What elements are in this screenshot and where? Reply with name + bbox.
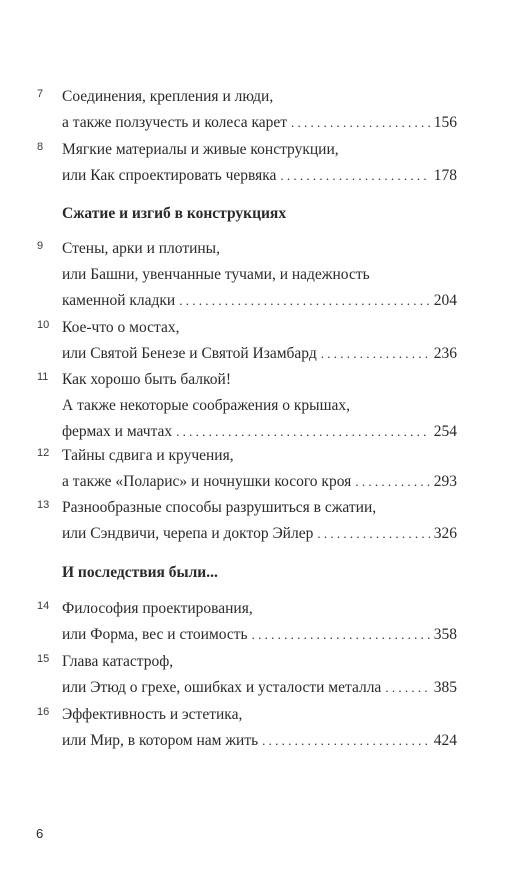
chapter-title-line: Разнообразные способы разрушиться в сжатии,: [62, 499, 377, 516]
dot-leader: [176, 419, 430, 445]
chapter-number: 12: [37, 447, 50, 459]
page-number: 236: [433, 345, 457, 362]
chapter-title-line: Философия проектирования,: [62, 600, 253, 617]
dot-leader: [291, 110, 430, 136]
chapter-title-line: а также «Поларис» и ночнушки косого кроя: [62, 473, 352, 490]
chapter-title-line: или Мир, в котором нам жить: [62, 732, 259, 749]
chapter-title-line: Эффективность и эстетика,: [62, 706, 243, 723]
page-number: 204: [433, 292, 457, 309]
chapter-title-line: или Форма, вес и стоимость: [62, 626, 248, 643]
page-number: 293: [433, 473, 457, 490]
chapter-number: 14: [37, 600, 50, 612]
page-number: 326: [433, 525, 457, 542]
chapter-title-line: Глава катастроф,: [62, 653, 174, 670]
chapter-number: 8: [37, 141, 44, 153]
section-heading: Сжатие и изгиб в конструкциях: [62, 205, 287, 222]
page-number: 424: [433, 732, 457, 749]
folio-page-number: 6: [36, 826, 44, 841]
chapter-title-line: Тайны сдвига и кручения,: [62, 447, 234, 464]
chapter-title-line: фермах и мачтах: [62, 423, 173, 440]
dot-leader: [252, 622, 430, 648]
chapter-title-line: Кое-что о мостах,: [62, 319, 180, 336]
chapter-number: 7: [37, 88, 44, 100]
chapter-title-line: или Этюд о грехе, ошибках и усталости металла: [62, 679, 382, 696]
page-number: 358: [433, 626, 457, 643]
dot-leader: [385, 675, 429, 701]
dot-leader: [317, 521, 429, 547]
dot-leader: [280, 163, 429, 189]
page-number: 385: [433, 679, 457, 696]
page-number: 156: [433, 114, 457, 131]
dot-leader: [321, 341, 430, 367]
dot-leader: [262, 728, 430, 754]
dot-leader: [355, 469, 429, 495]
chapter-title-line: или Святой Бенезе и Святой Изамбард: [62, 345, 317, 362]
section-heading: И последствия были...: [62, 564, 218, 581]
chapter-title-line: или Башни, увенчанные тучами, и надежность: [62, 266, 370, 283]
page-number: 254: [433, 423, 457, 440]
chapter-number: 10: [37, 319, 50, 331]
chapter-title-line: или Как спроектировать червяка: [62, 167, 277, 184]
chapter-title-line: Мягкие материалы и живые конструкции,: [62, 141, 339, 158]
chapter-number: 15: [37, 653, 50, 665]
chapter-title-line: А также некоторые соображения о крышах,: [62, 397, 351, 414]
dot-leader: [179, 288, 430, 314]
chapter-number: 9: [37, 240, 44, 252]
chapter-number: 11: [37, 371, 49, 383]
chapter-title-line: каменной кладки: [62, 292, 176, 309]
chapter-number: 16: [37, 706, 50, 718]
page-number: 178: [433, 167, 457, 184]
chapter-title-line: или Сэндвичи, черепа и доктор Эйлер: [62, 525, 314, 542]
chapter-number: 13: [37, 499, 50, 511]
chapter-title-line: а также ползучесть и колеса карет: [62, 114, 288, 131]
chapter-title-line: Соединения, крепления и люди,: [62, 88, 274, 105]
chapter-title-line: Стены, арки и плотины,: [62, 240, 220, 257]
chapter-title-line: Как хорошо быть балкой!: [62, 371, 231, 388]
